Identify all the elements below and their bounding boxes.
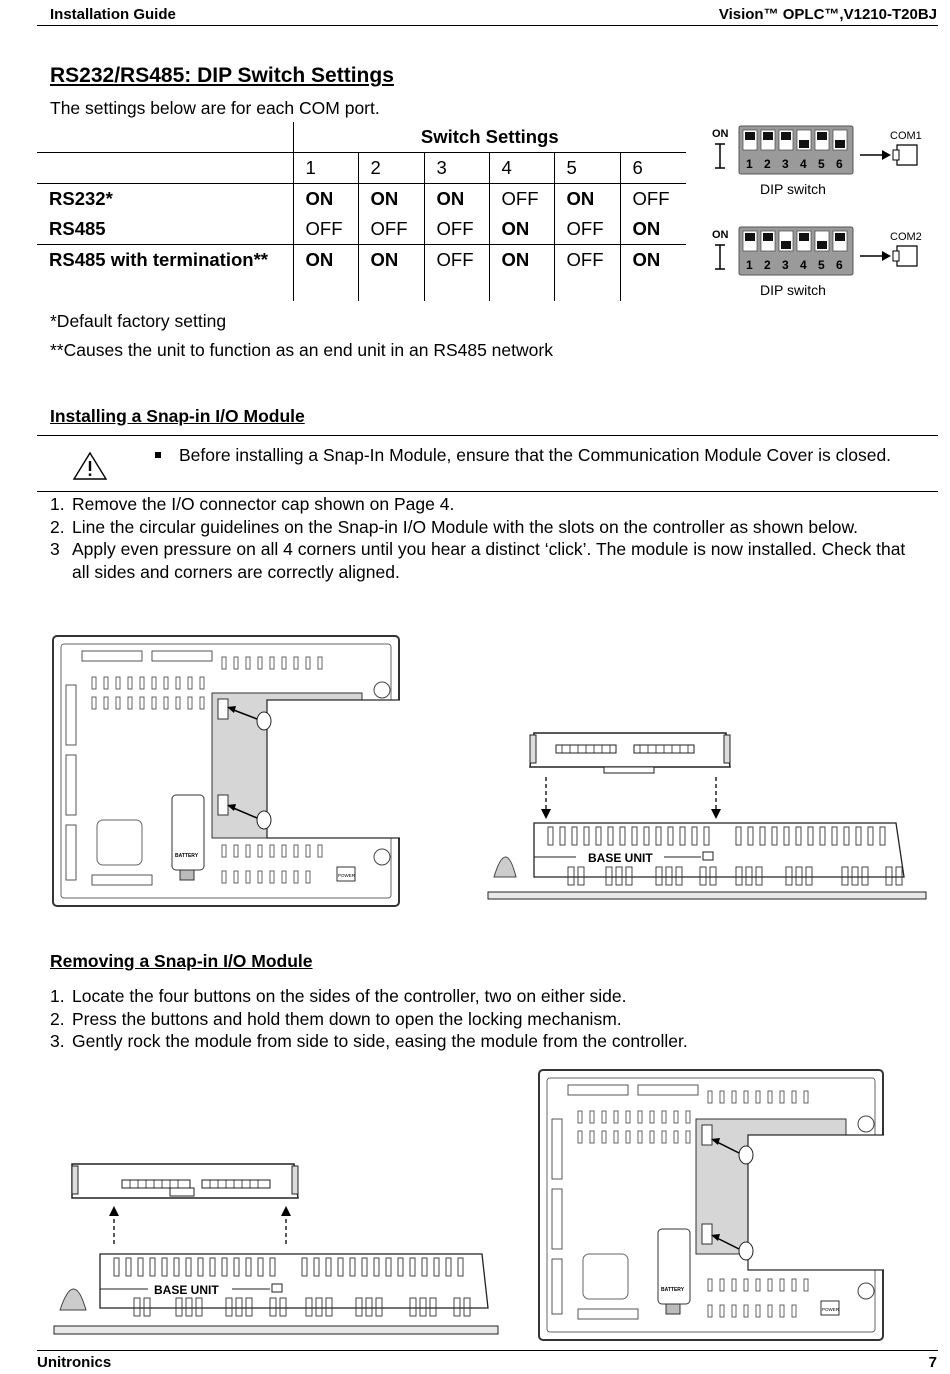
dip-number: 2	[764, 258, 771, 272]
on-label: ON	[712, 229, 729, 241]
table-cell: ON	[358, 245, 424, 302]
column-header: 4	[489, 153, 554, 184]
header-right: Vision™ OPLC™,V1210-T20BJ	[718, 6, 937, 23]
remove-steps-list	[50, 985, 920, 1053]
header-rule	[37, 25, 938, 26]
list-item	[50, 985, 920, 1008]
column-header: 3	[424, 153, 489, 184]
battery-label: BATTERY	[661, 1287, 685, 1293]
dip-intro: The settings below are for each COM port.	[50, 98, 380, 118]
step-number: 3.	[50, 1031, 65, 1051]
step-text: Press the buttons and hold them down to open the locking mechanism.	[72, 1008, 622, 1029]
table-column-header-row	[37, 153, 686, 184]
table-row	[37, 184, 686, 215]
column-header: 2	[358, 153, 424, 184]
table-cell: OFF	[554, 214, 620, 245]
dip-number: 3	[782, 157, 789, 171]
step-number: 2.	[50, 516, 65, 537]
dip-switch-figure	[705, 122, 930, 302]
table-cell: ON	[293, 184, 358, 215]
table-cell: OFF	[358, 214, 424, 245]
table-cell: OFF	[424, 214, 489, 245]
dip-number: 3	[782, 258, 789, 272]
step-number: 3	[50, 539, 60, 559]
step-number: 2.	[50, 1008, 65, 1029]
dip-number: 1	[746, 157, 753, 171]
list-item	[50, 516, 920, 539]
controller-back-install-illustration	[52, 635, 400, 907]
base-unit-label: BASE UNIT	[588, 851, 653, 865]
dip-number: 5	[818, 157, 825, 171]
warning-bottom-rule	[37, 491, 938, 492]
dip-section-title: RS232/RS485: DIP Switch Settings	[50, 64, 394, 87]
table-cell: OFF	[620, 184, 686, 215]
dip-number: 1	[746, 258, 753, 272]
dip-number: 6	[836, 157, 843, 171]
com2-label: COM2	[890, 231, 922, 243]
step-text: Gently rock the module from side to side, easing the module from the controller.	[72, 1031, 688, 1051]
table-cell: ON	[620, 245, 686, 302]
footnote-termination: **Causes the unit to function as an end unit in an RS485 network	[50, 340, 553, 360]
dip-number: 5	[818, 258, 825, 272]
table-cell: OFF	[554, 245, 620, 302]
row-label: RS485 with termination**	[37, 245, 293, 302]
column-header: 5	[554, 153, 620, 184]
on-label: ON	[712, 128, 729, 140]
table-cell: ON	[554, 184, 620, 215]
dip-switch-caption: DIP switch	[760, 181, 826, 197]
switch-settings-header: Switch Settings	[293, 122, 686, 153]
step-text: Line the circular guidelines on the Snap-in I/O Module with the slots on the controller as shown below.	[72, 516, 859, 537]
row-label: RS232*	[37, 184, 293, 215]
dip-switch-com1	[712, 126, 922, 197]
table-cell: OFF	[293, 214, 358, 245]
page-number: 7	[928, 1354, 937, 1371]
side-view-remove-illustration	[50, 1158, 502, 1340]
install-steps-list	[50, 493, 920, 583]
footnote-default: *Default factory setting	[50, 311, 227, 331]
step-text: Locate the four buttons on the sides of the controller, two on either side.	[72, 986, 627, 1006]
table-cell: ON	[489, 214, 554, 245]
step-number: 1.	[50, 986, 65, 1006]
com1-label: COM1	[890, 130, 922, 142]
step-text: Apply even pressure on all 4 corners until you hear a distinct ‘click’. The module is now installed. Check that all sides and corners are correctly aligned.	[72, 539, 906, 582]
table-cell: OFF	[489, 184, 554, 215]
dip-number: 6	[836, 258, 843, 272]
warning-icon	[72, 451, 108, 481]
battery-label: BATTERY	[175, 853, 199, 859]
column-header: 6	[620, 153, 686, 184]
table-cell: OFF	[424, 245, 489, 302]
warning-text: Before installing a Snap-In Module, ensure that the Communication Module Cover is closed.	[179, 445, 892, 465]
step-text: Remove the I/O connector cap shown on Page 4.	[72, 494, 455, 514]
table-cell: ON	[620, 214, 686, 245]
table-cell: ON	[424, 184, 489, 215]
table-group-header-row	[37, 122, 686, 153]
power-label: POWER	[822, 1307, 840, 1312]
bullet-icon	[155, 451, 163, 459]
table-row	[37, 214, 686, 245]
dip-switch-caption: DIP switch	[760, 282, 826, 298]
list-item	[50, 1030, 920, 1053]
table-row	[37, 245, 686, 302]
controller-back-remove-illustration	[538, 1069, 884, 1341]
remove-section-title: Removing a Snap-in I/O Module	[50, 951, 313, 971]
base-unit-label: BASE UNIT	[154, 1283, 219, 1297]
power-label: POWER	[338, 873, 356, 878]
header-left: Installation Guide	[50, 6, 176, 23]
column-header: 1	[293, 153, 358, 184]
list-item	[50, 538, 920, 583]
step-number: 1.	[50, 494, 65, 514]
dip-switch-com2	[712, 227, 922, 298]
footer-rule	[37, 1350, 938, 1351]
dip-number: 4	[800, 258, 807, 272]
side-view-install-illustration	[486, 727, 938, 905]
install-section-title: Installing a Snap-in I/O Module	[50, 406, 305, 426]
table-cell: ON	[293, 245, 358, 302]
row-label: RS485	[49, 218, 106, 239]
dip-settings-table	[37, 122, 686, 301]
dip-number: 2	[764, 157, 771, 171]
table-cell: ON	[489, 245, 554, 302]
footer-left: Unitronics	[37, 1354, 112, 1371]
dip-number: 4	[800, 157, 807, 171]
table-cell: ON	[358, 184, 424, 215]
list-item	[50, 1008, 920, 1031]
list-item	[50, 493, 920, 516]
warning-top-rule	[37, 435, 938, 436]
